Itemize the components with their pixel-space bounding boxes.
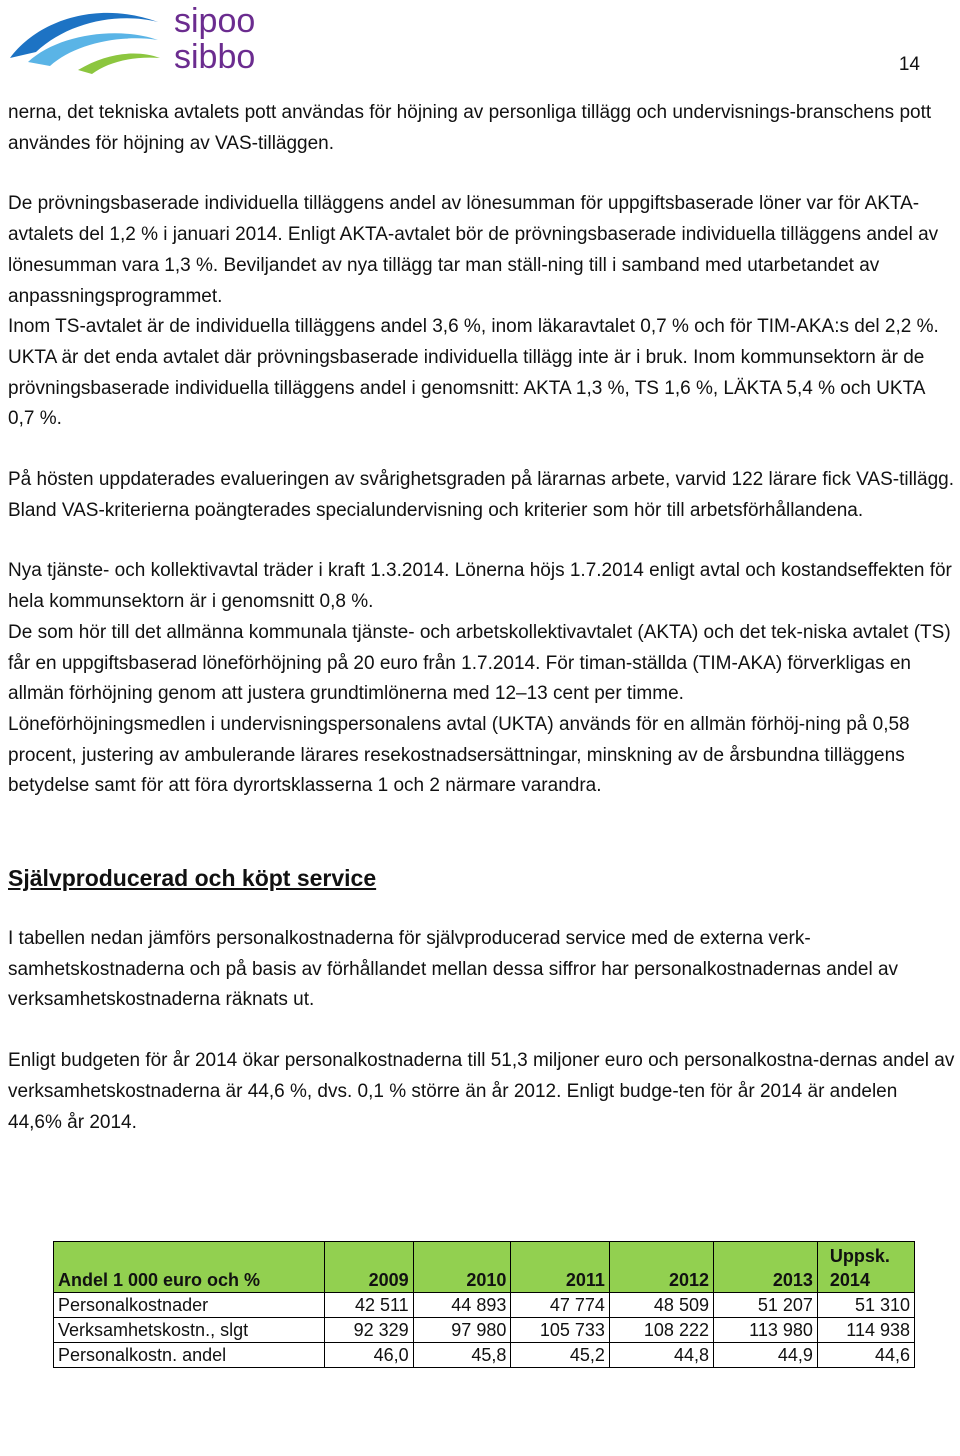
paragraph: De prövningsbaserade individuella tilläggens andel av lönesumman för uppgiftsbaserade löner var för AKTA-avtalets del 1,2 % i januari 2014. Enligt AKTA-avtalet bör de prövningsbaserade individuella tilläggens andel av lönesumman vara 1,3 %. Beviljandet av nya tillägg tar man ställ-ning till i samband med utarbetandet av anpassningsprogrammet. [8,193,939,307]
table-row [54,1318,915,1343]
table-row [54,1343,915,1368]
table-header-estimate-year: 2014 [829,1270,870,1290]
table-header-year: 2013 [713,1242,817,1293]
paragraph: De som hör till det allmänna kommunala tjänste- och arbetskollektivavtalet (AKTA) och det tek-niska avtalet (TS) får en uppgiftsbaserad löneförhöjning på 20 euro från 1.7.2014. För timan-ställda (TIM-AKA) förverkligas en allmän förhöjning genom att justera grundtimlönerna med 12–13 cent per timme. [8,621,951,705]
table-cell: 42 511 [325,1293,414,1318]
table-cell: 114 938 [817,1318,914,1343]
table-cell: 45,8 [413,1343,511,1368]
table-header-row [54,1242,915,1293]
table-cell: 44 893 [413,1293,511,1318]
paragraph: Inom TS-avtalet är de individuella tilläggens andel 3,6 %, inom läkaravtalet 0,7 % och för TIM-AKA:s del 2,2 %. UKTA är det enda avtalet där prövningsbaserade individuella tillägg inte är i bruk. Inom kommunsektorn är de prövningsbaserade individuella tilläggens andel i genomsnitt: AKTA 1,3 %, TS 1,6 %, LÄKTA 5,4 % och UKTA 0,7 %. [8,316,939,430]
paragraph: nerna, det tekniska avtalets pott användas för höjning av personliga tillägg och undervisnings-branschens pott användes för höjning av VAS-tilläggen. [8,102,932,154]
table-row [54,1293,915,1318]
table-header-estimate-top: Uppsk. [829,1246,890,1266]
table-cell: 44,8 [609,1343,713,1368]
paragraph: Löneförhöjningsmedlen i undervisningspersonalens avtal (UKTA) används för en allmän förhöj-ning på 0,58 procent, justering av ambulerande lärares resekostnadsersättningar, minskning av de årsbundna tilläggens betydelse samt för att föra dyrortsklasserna 1 och 2 närmare varandra. [8,713,910,797]
table-cell: 47 774 [511,1293,610,1318]
table-cell: 97 980 [413,1318,511,1343]
paragraph: I tabellen nedan jämförs personalkostnaderna för självproducerad service med de externa verk-samhetskostnaderna och på basis av förhållandet mellan dessa siffror har personalkostnadernas andel av verksamhetskostnaderna räknats ut. [8,928,899,1011]
section-heading: Självproducerad och köpt service [8,865,377,892]
cost-table [53,1241,915,1368]
paragraph: På hösten uppdaterades evalueringen av svårighetsgraden på lärarnas arbete, varvid 122 lärare fick VAS-tillägg. Bland VAS-kriterierna poängterades specialundervisning och kriterier som hör till arbetsförhållandena. [8,469,954,521]
table-cell: 44,6 [817,1343,914,1368]
table-cell: 46,0 [325,1343,414,1368]
table-header-year: 2012 [609,1242,713,1293]
document-body [8,98,956,1138]
logo-text-sipoo: sipoo [174,2,256,40]
table-cell: 48 509 [609,1293,713,1318]
table-header-year: 2009 [325,1242,414,1293]
table-cell: 44,9 [713,1343,817,1368]
table-header-year: 2010 [413,1242,511,1293]
table-row-label: Personalkostn. andel [54,1343,325,1368]
table-cell: 113 980 [713,1318,817,1343]
page-number: 14 [898,54,920,75]
paragraph: Nya tjänste- och kollektivavtal träder i kraft 1.3.2014. Lönerna höjs 1.7.2014 enligt avtal och kostandseffekten för hela kommunsektorn är i genomsnitt 0,8 %. [8,560,952,613]
table-cell: 45,2 [511,1343,610,1368]
logo-swoosh-icon [8,0,278,80]
table-header-year: 2011 [511,1242,610,1293]
table-cell: 51 207 [713,1293,817,1318]
table-header-label: Andel 1 000 euro och % [54,1242,325,1293]
paragraph: Enligt budgeten för år 2014 ökar personalkostnaderna till 51,3 miljoner euro och personalkostna-dernas andel av verksamhetskostnaderna är 44,6 %, dvs. 0,1 % större än år 2012. Enligt budge-ten för år 2014 är andelen 44,6% år 2014. [8,1050,955,1133]
table-row-label: Verksamhetskostn., slgt [54,1318,325,1343]
table-row-label: Personalkostnader [54,1293,325,1318]
sipoo-sibbo-logo [8,0,278,80]
table-cell: 105 733 [511,1318,610,1343]
logo-text-sibbo: sibbo [174,38,256,76]
table-cell: 92 329 [325,1318,414,1343]
table-cell: 108 222 [609,1318,713,1343]
table-header-estimate [817,1242,914,1293]
table-cell: 51 310 [817,1293,914,1318]
